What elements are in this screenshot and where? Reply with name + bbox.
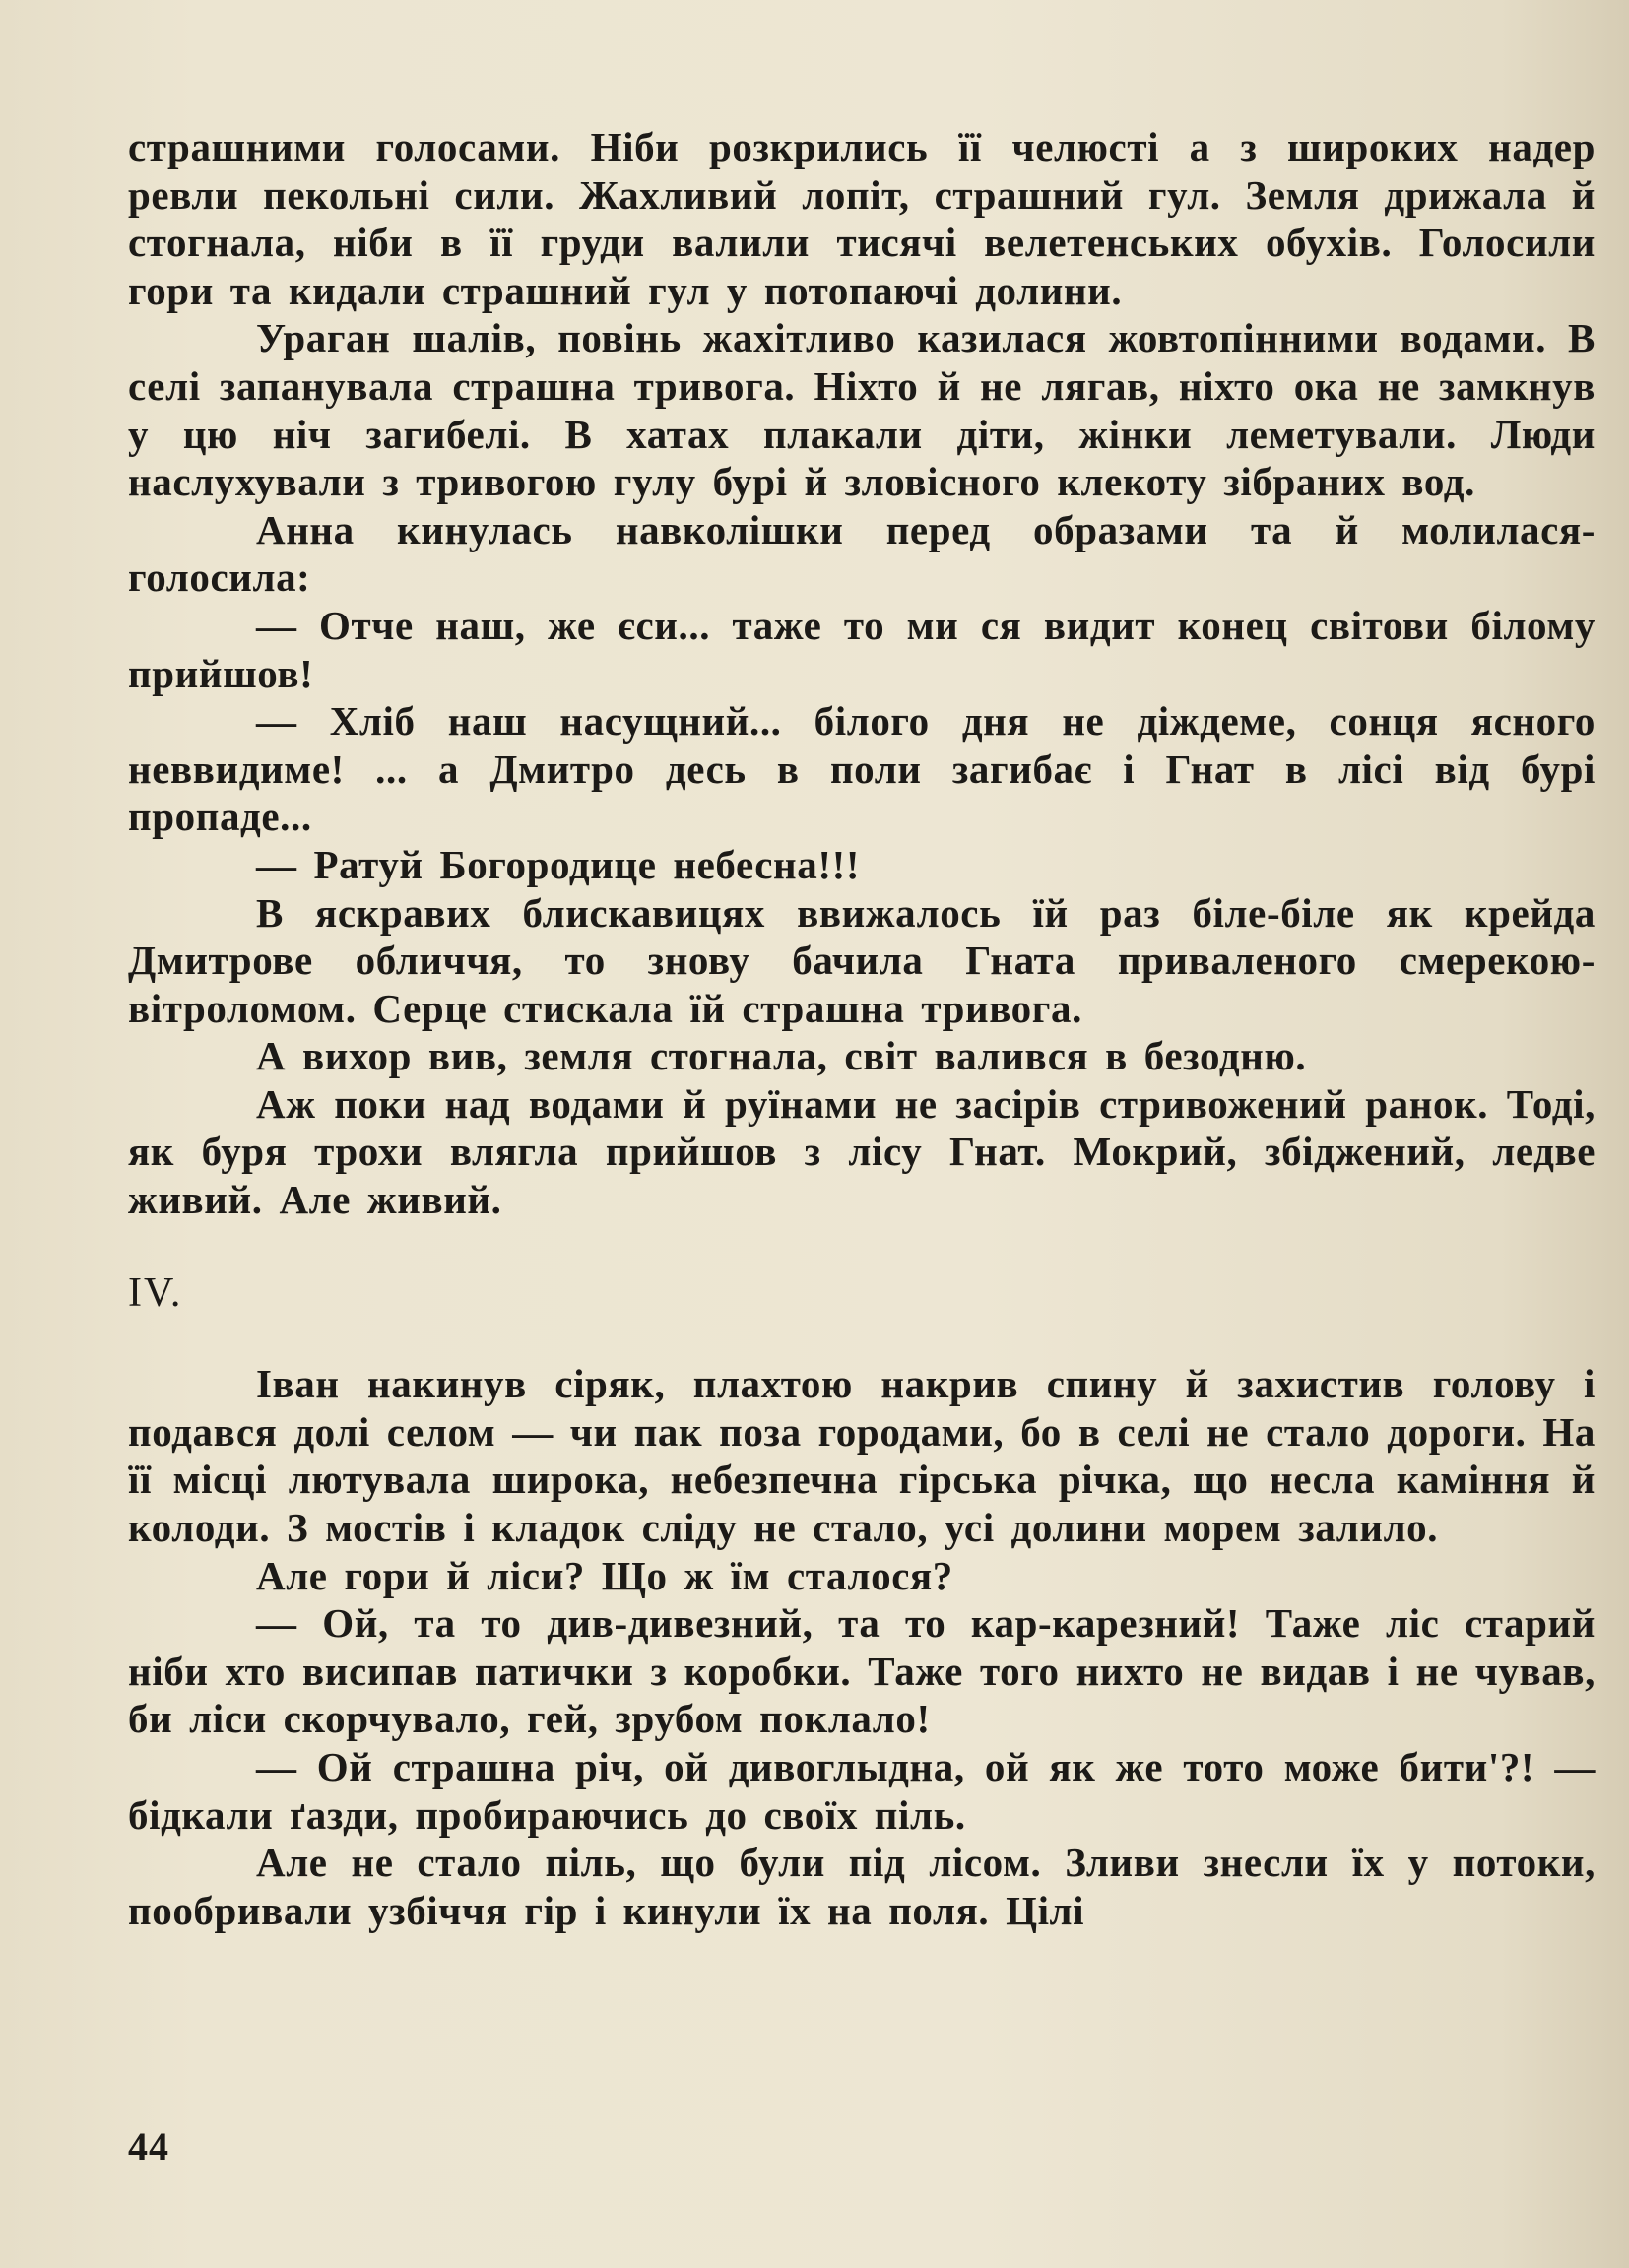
paragraph: Анна кинулась навколішки перед образами та й молилася-голосила: bbox=[128, 506, 1596, 601]
paragraph: Але гори й ліси? Що ж їм сталося? bbox=[256, 1552, 953, 1598]
paragraph: — Ой, та то див-дивезний, та то кар-карезний! Таже ліс старий ніби хто висипав патички з коробки. Таже того нихто не видав і не чував, би ліси скорчувало, гей, зрубом поклало! bbox=[128, 1600, 1596, 1742]
page-number: 44 bbox=[128, 2124, 169, 2169]
paragraph: — Ратуй Богородице небесна!!! bbox=[256, 841, 861, 887]
paragraph: А вихор вив, земля стогнала, світ валився в безодню. bbox=[256, 1033, 1307, 1079]
paragraph: Ураган шалів, повінь жахітливо казилася жовтопінними водами. В селі запанувала страшна тривога. Ніхто й не лягав, ніхто ока не замкнув у цю ніч загибелі. В хатах плакали діти, жінки леметували. Люди наслухували з тривогою гулу бурі й зловісного клекоту зібраних вод. bbox=[128, 315, 1596, 505]
section-heading: IV. bbox=[128, 1269, 183, 1316]
paragraph: — Отче наш, же єси... таже то ми ся видит конец світови білому прийшов! bbox=[128, 602, 1596, 696]
paragraph: — Хліб наш насущний... білого дня не діждеме, сонця ясного неввидиме! ... а Дмитро десь в поли загибає і Гнат в лісі від бурі пропаде... bbox=[128, 698, 1596, 840]
paragraph: Іван накинув сіряк, плахтою накрив спину й захистив голову і подався долі селом — чи пак поза городами, бо в селі не стало дороги. На її місці лютувала широка, небезпечна гірська річка, що несла каміння й колоди. З мостів і кладок сліду не стало, усі долини морем залило. bbox=[128, 1361, 1596, 1551]
paragraph: Але не стало піль, що були під лісом. Зливи знесли їх у потоки, пообривали узбіччя гір і кинули їх на поля. Цілі bbox=[128, 1840, 1596, 1933]
paragraph: Аж поки над водами й руїнами не засірів стривожений ранок. Тоді, як буря трохи влягла прийшов з лісу Гнат. Мокрий, збіджений, ледве живий. Але живий. bbox=[128, 1080, 1596, 1223]
body-text bbox=[128, 123, 1596, 1934]
paragraph: В яскравих блискавицях ввижалось їй раз біле-біле як крейда Дмитрове обличчя, то знову бачила Гната приваленого смерекою-вітроломом. Серце стискала їй страшна тривога. bbox=[128, 889, 1596, 1031]
paragraph: страшними голосами. Ніби розкрились її челюсті а з широких надер ревли пекольні сили. Жахливий лопіт, страшний гул. Земля дрижала й стогнала, ніби в її груди валили тисячі велетенських обухів. Голосили гори та кидали страшний гул у потопаючі долини. bbox=[128, 124, 1596, 313]
paragraph: — Ой страшна річ, ой дивоглыдна, ой як же тото може бити'?! — бідкали ґазди, пробираючись до своїх піль. bbox=[128, 1744, 1596, 1838]
